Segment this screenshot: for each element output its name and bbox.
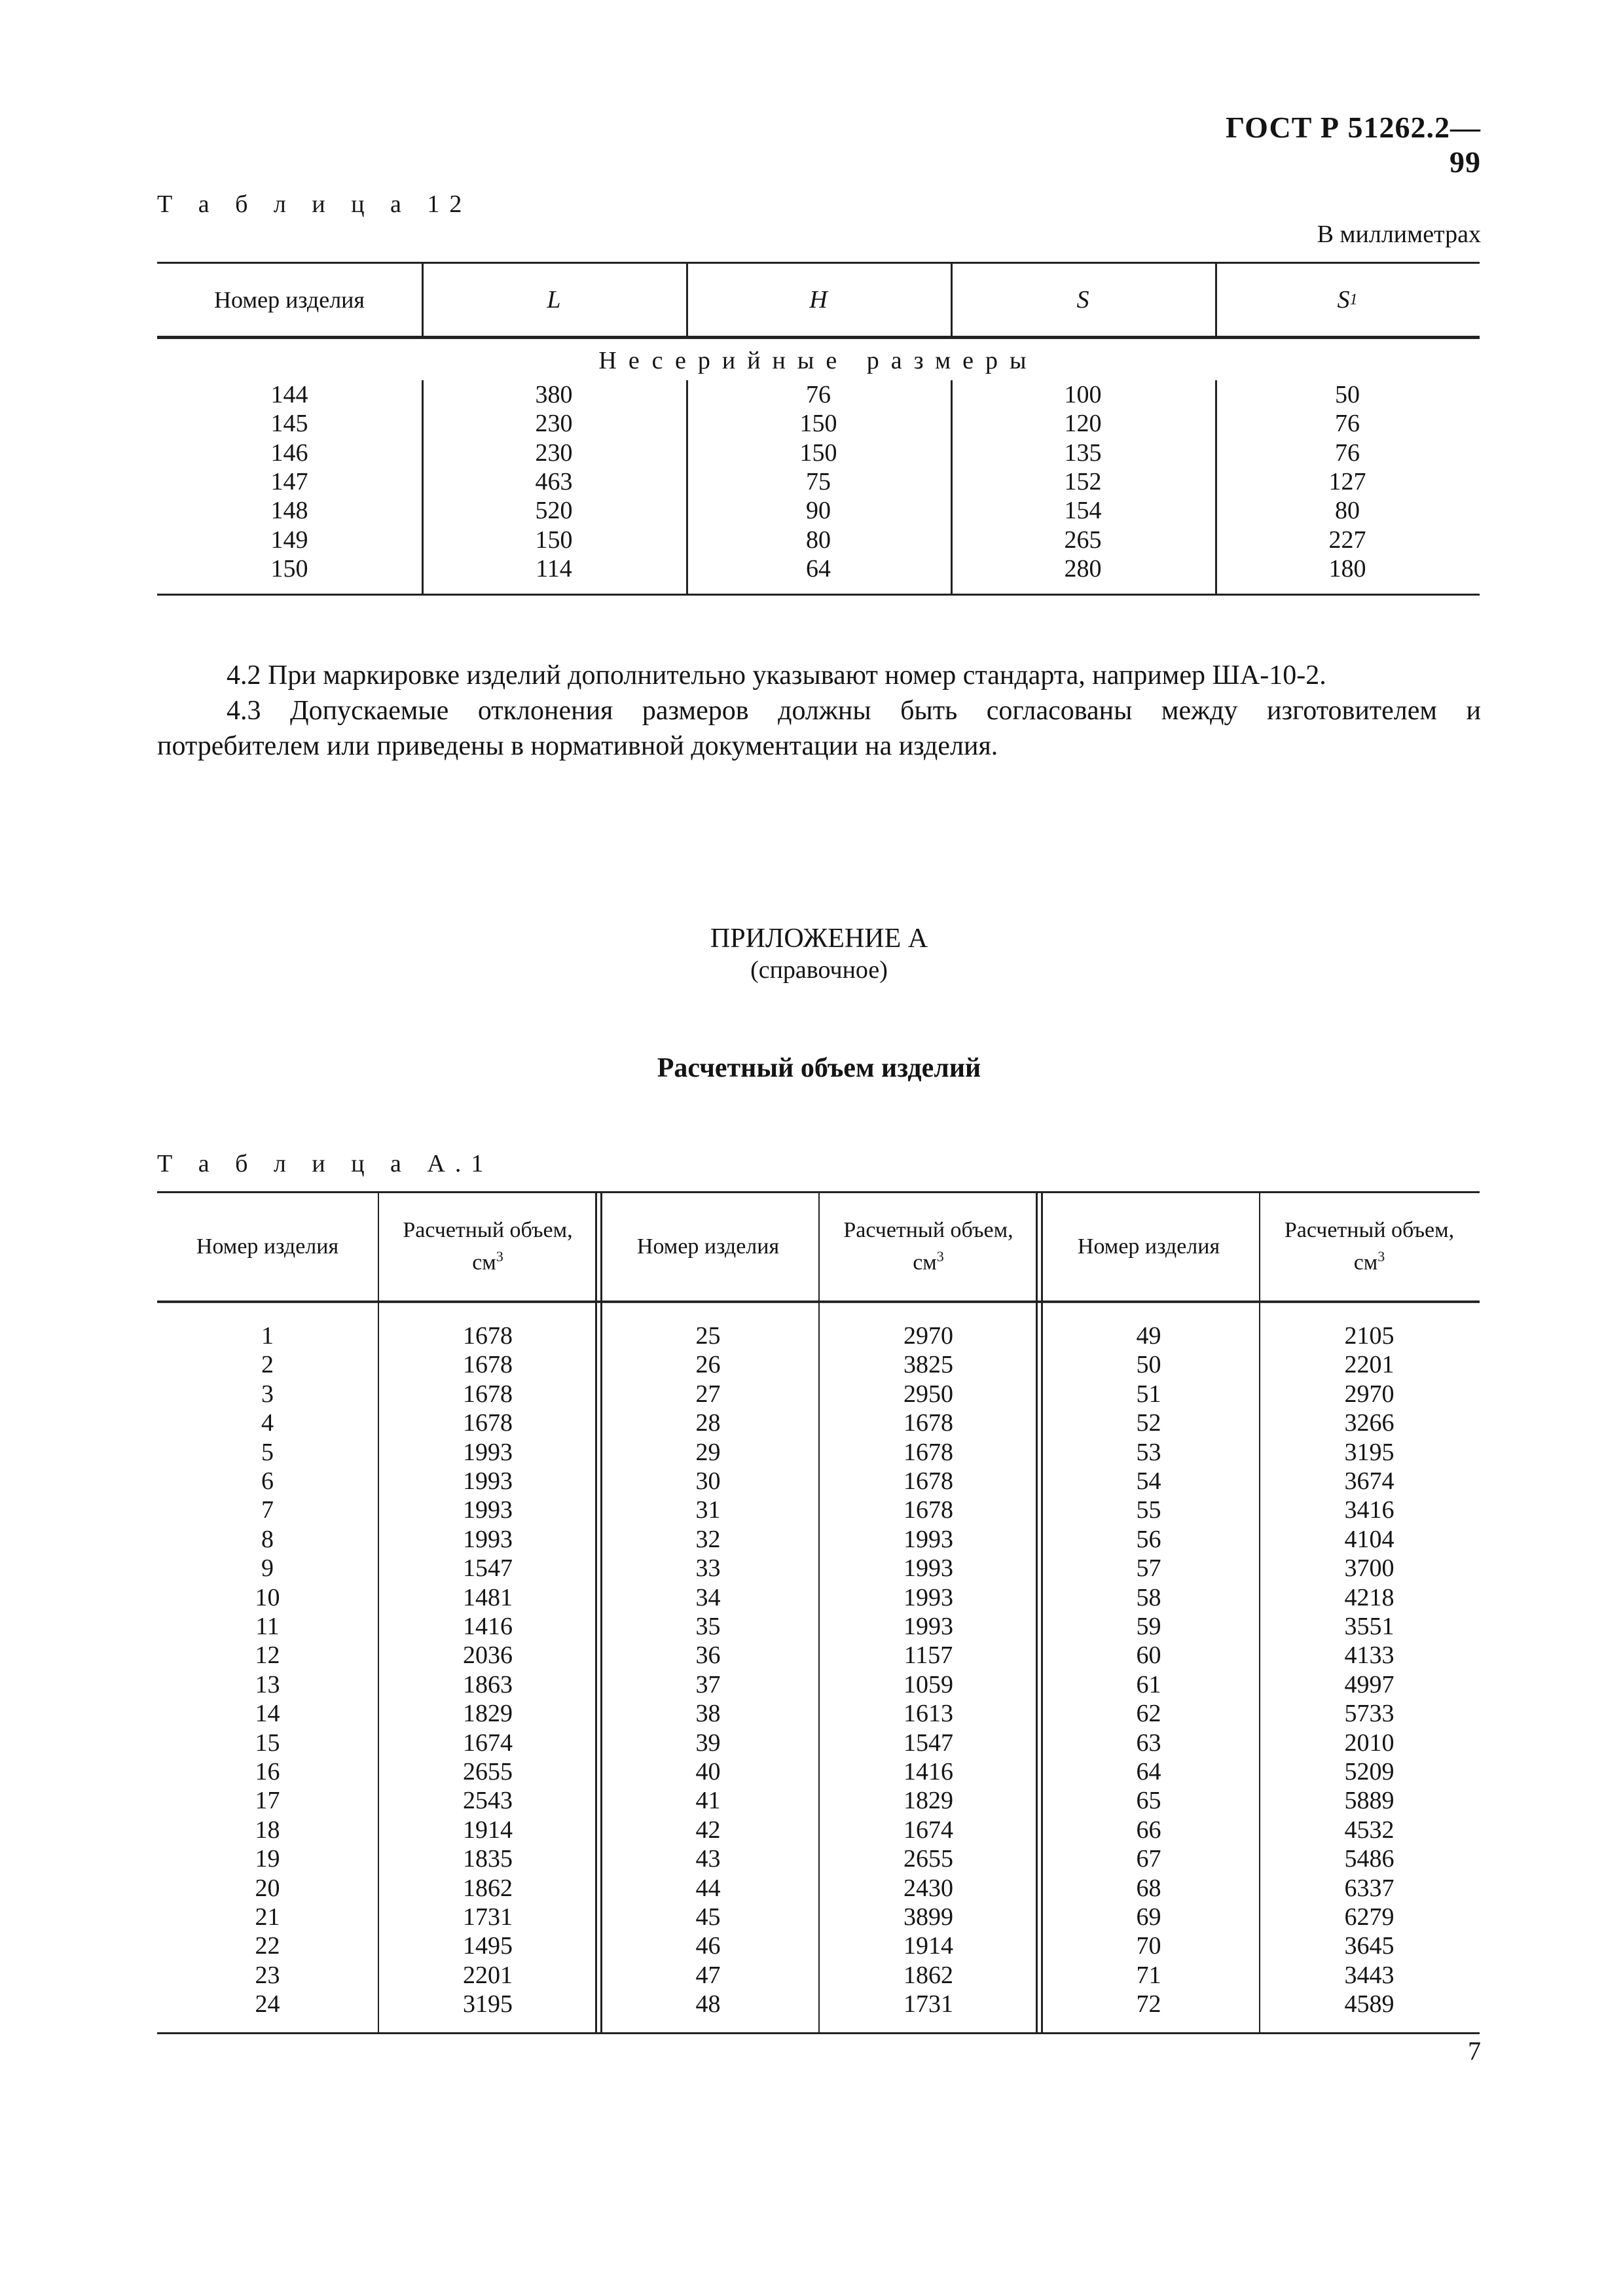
table-cell: 43 (695, 1845, 721, 1873)
table-row (157, 1931, 1480, 1960)
table-cell: 280 (1064, 554, 1102, 583)
table-cell: 1731 (463, 1903, 513, 1931)
table-cell: 150 (799, 439, 837, 467)
table-cell: 25 (695, 1322, 721, 1350)
table-cell: 59 (1136, 1613, 1161, 1640)
table-cell: 154 (1064, 497, 1102, 525)
table-cell: 6279 (1344, 1903, 1395, 1931)
table-cell: 227 (1328, 526, 1366, 554)
table-row (157, 496, 1480, 525)
divider (686, 264, 688, 336)
table-cell: 15 (255, 1729, 280, 1757)
table-cell: 69 (1136, 1903, 1161, 1931)
table-cell: 4 (261, 1409, 274, 1437)
table-cell: 2655 (463, 1758, 513, 1785)
table-row (157, 467, 1480, 496)
table-row (157, 1670, 1480, 1699)
table-cell: 1862 (463, 1874, 513, 1902)
table-cell: 45 (695, 1903, 721, 1931)
table-cell: 30 (695, 1467, 721, 1495)
table-cell: 152 (1064, 467, 1102, 495)
table-cell: 2430 (903, 1874, 953, 1902)
table-cell: 1416 (903, 1758, 953, 1785)
table-cell: 1678 (903, 1409, 953, 1437)
table-cell: 3825 (903, 1351, 953, 1379)
col-header-s: S (1076, 286, 1089, 314)
table-cell: 44 (695, 1874, 721, 1902)
divider (422, 264, 424, 336)
table-cell: 90 (806, 497, 831, 525)
table12-header (157, 264, 1480, 338)
col-label: Расчетный объем, (403, 1218, 573, 1243)
table-cell: 75 (806, 467, 831, 495)
table-cell: 5486 (1344, 1845, 1395, 1873)
table-row (157, 380, 1480, 409)
table-cell: 76 (806, 381, 831, 408)
table-cell: 3443 (1344, 1961, 1395, 1989)
section-label: Несерийные размеры (598, 347, 1038, 374)
table-cell: 13 (255, 1670, 280, 1698)
table-cell: 1674 (463, 1729, 513, 1757)
table-cell: 150 (270, 554, 308, 583)
table-cell: 2950 (903, 1380, 953, 1408)
table-cell: 50 (1335, 381, 1360, 408)
unit-sup: 3 (1377, 1248, 1385, 1265)
table-cell: 147 (270, 467, 308, 495)
table-cell: 56 (1136, 1525, 1161, 1553)
table-cell: 36 (695, 1641, 721, 1670)
table-cell: 27 (695, 1380, 721, 1408)
table-cell: 1674 (903, 1816, 953, 1844)
table-cell: 1 (261, 1322, 274, 1350)
table-cell: 26 (695, 1351, 721, 1379)
col-label: Номер изделия (196, 1234, 339, 1259)
table-cell: 8 (261, 1525, 274, 1553)
table-cell: 150 (799, 410, 837, 438)
table-cell: 21 (255, 1903, 280, 1931)
table-cell: 1547 (903, 1729, 953, 1757)
table-row (157, 1554, 1480, 1583)
divider (951, 264, 953, 336)
table-cell: 1157 (903, 1641, 953, 1670)
table-row (157, 1874, 1480, 1903)
table-cell: 145 (270, 410, 308, 438)
table-cell: 47 (695, 1961, 721, 1989)
table-cell: 1678 (463, 1409, 513, 1437)
table-cell: 1547 (463, 1554, 513, 1583)
table-cell: 12 (255, 1641, 280, 1670)
s1-main: S (1337, 286, 1350, 314)
table-cell: 64 (806, 554, 831, 583)
table-cell: 31 (695, 1496, 721, 1524)
table-cell: 1829 (903, 1787, 953, 1815)
table-cell: 1678 (903, 1467, 953, 1495)
table-cell: 1993 (463, 1467, 513, 1495)
table-cell: 148 (270, 497, 308, 525)
table-cell: 49 (1136, 1322, 1161, 1350)
table-cell: 62 (1136, 1700, 1161, 1728)
s1-sub: 1 (1349, 291, 1358, 308)
unit-sup: 3 (496, 1248, 503, 1265)
table-cell: 1678 (463, 1322, 513, 1350)
table-cell: 120 (1064, 410, 1102, 438)
unit-text: см (913, 1250, 937, 1275)
table-row (157, 526, 1480, 554)
table-cell: 51 (1136, 1380, 1161, 1408)
table-row (157, 1321, 1480, 1350)
table-cell: 5889 (1344, 1787, 1395, 1815)
table-cell: 19 (255, 1845, 280, 1873)
table-cell: 68 (1136, 1874, 1161, 1902)
table-cell: 3645 (1344, 1932, 1395, 1960)
col-header-item-1 (157, 1193, 378, 1300)
table-cell: 40 (695, 1758, 721, 1785)
table-cell: 2201 (463, 1961, 513, 1989)
col-header-volume-1 (378, 1193, 598, 1300)
table-cell: 39 (695, 1729, 721, 1757)
table-cell: 50 (1136, 1351, 1161, 1379)
table-cell: 5733 (1344, 1700, 1395, 1728)
table-cell: 1678 (463, 1380, 513, 1408)
col-unit (472, 1244, 503, 1276)
table-cell: 55 (1136, 1496, 1161, 1524)
table-cell: 17 (255, 1787, 280, 1815)
table-cell: 48 (695, 1990, 721, 2018)
table-row (157, 1380, 1480, 1408)
table-cell: 463 (535, 467, 573, 495)
paragraph-4-3-line1: 4.3 Допускаемые отклонения размеров должны быть согласованы между изготовителем и (227, 696, 1481, 726)
page-number: 7 (1468, 2036, 1481, 2066)
table-cell: 146 (270, 439, 308, 467)
table-cell: 2543 (463, 1787, 513, 1815)
table-cell: 29 (695, 1438, 721, 1466)
table-cell: 230 (535, 410, 573, 438)
table-cell: 38 (695, 1700, 721, 1728)
table-row (157, 1438, 1480, 1467)
table-cell: 70 (1136, 1932, 1161, 1960)
table-cell: 1914 (903, 1932, 953, 1960)
table-cell: 3 (261, 1380, 274, 1408)
table-cell: 14 (255, 1700, 280, 1728)
table-row (157, 1496, 1480, 1524)
table-a1 (157, 1191, 1480, 2034)
table-cell: 10 (255, 1583, 280, 1611)
table-cell: 42 (695, 1816, 721, 1844)
table-cell: 1993 (903, 1583, 953, 1611)
table-cell: 1993 (903, 1613, 953, 1640)
table-cell: 1731 (903, 1990, 953, 2018)
table-row (157, 1961, 1480, 1990)
table-cell: 520 (535, 497, 573, 525)
table-cell: 100 (1064, 381, 1102, 408)
table-cell: 4133 (1344, 1641, 1395, 1670)
unit-text: см (1353, 1250, 1378, 1275)
table12-units: В миллиметрах (1317, 221, 1481, 248)
table-cell: 33 (695, 1554, 721, 1583)
table-cell: 1993 (903, 1554, 953, 1583)
table-cell: 2010 (1344, 1729, 1395, 1757)
table-cell: 63 (1136, 1729, 1161, 1757)
table-cell: 3195 (463, 1990, 513, 2018)
unit-sup: 3 (936, 1248, 944, 1265)
unit-text: см (472, 1250, 496, 1275)
col-header-volume-3 (1259, 1193, 1480, 1300)
table-cell: 64 (1136, 1758, 1161, 1785)
col-header-item: Номер изделия (214, 287, 365, 313)
table-cell: 2970 (903, 1322, 953, 1350)
table-row (157, 554, 1480, 583)
table-cell: 53 (1136, 1438, 1161, 1466)
table-cell: 32 (695, 1525, 721, 1553)
table-cell: 265 (1064, 526, 1102, 554)
col-label: Расчетный объем, (1284, 1218, 1455, 1243)
table-cell: 150 (535, 526, 573, 554)
table-cell: 66 (1136, 1816, 1161, 1844)
table-cell: 144 (270, 381, 308, 408)
table-cell: 1416 (463, 1613, 513, 1640)
table-cell: 6 (261, 1467, 274, 1495)
table-row (157, 1816, 1480, 1844)
table-row (157, 1467, 1480, 1496)
appendix-title: ПРИЛОЖЕНИЕ А (710, 924, 928, 954)
table-row (157, 1786, 1480, 1815)
standard-header: ГОСТ Р 51262.2—99 (1226, 111, 1481, 179)
tableA1-caption: Т а б л и ц а А.1 (157, 1150, 494, 1177)
table-cell: 2036 (463, 1641, 513, 1670)
table-row (157, 1612, 1480, 1641)
table-cell: 1495 (463, 1932, 513, 1960)
col-label: Номер изделия (636, 1234, 780, 1259)
appendix-subtitle: (справочное) (750, 956, 888, 984)
table-cell: 3674 (1344, 1467, 1395, 1495)
divider (1215, 264, 1217, 336)
table-row (157, 1990, 1480, 2018)
col-header-l: L (547, 286, 561, 314)
table-cell: 3899 (903, 1903, 953, 1931)
table-cell: 71 (1136, 1961, 1161, 1989)
table-cell: 1993 (463, 1438, 513, 1466)
table-cell: 28 (695, 1409, 721, 1437)
table-cell: 6337 (1344, 1874, 1395, 1902)
table-cell: 1678 (903, 1438, 953, 1466)
table-row (157, 439, 1480, 467)
table-cell: 3551 (1344, 1613, 1395, 1640)
table-cell: 4589 (1344, 1990, 1395, 2018)
table-cell: 20 (255, 1874, 280, 1902)
table-12 (157, 262, 1480, 596)
table-cell: 5 (261, 1438, 274, 1466)
table-row (157, 1729, 1480, 1757)
table-cell: 5209 (1344, 1758, 1395, 1785)
table-cell: 60 (1136, 1641, 1161, 1670)
table-cell: 11 (255, 1613, 280, 1640)
table-row (157, 1699, 1480, 1728)
table-cell: 61 (1136, 1670, 1161, 1698)
table-cell: 1862 (903, 1961, 953, 1989)
table-cell: 1914 (463, 1816, 513, 1844)
table-cell: 80 (1335, 497, 1360, 525)
table-cell: 7 (261, 1496, 274, 1524)
table-row (157, 409, 1480, 438)
table-cell: 2201 (1344, 1351, 1395, 1379)
table-cell: 1481 (463, 1583, 513, 1611)
table-cell: 230 (535, 439, 573, 467)
table-cell: 3195 (1344, 1438, 1395, 1466)
table-cell: 37 (695, 1670, 721, 1698)
table-cell: 76 (1335, 439, 1360, 467)
table-cell: 35 (695, 1613, 721, 1640)
table-cell: 180 (1328, 554, 1366, 583)
table-cell: 54 (1136, 1467, 1161, 1495)
table-cell: 4532 (1344, 1816, 1395, 1844)
table-cell: 1993 (463, 1496, 513, 1524)
table-cell: 2655 (903, 1845, 953, 1873)
table-cell: 46 (695, 1932, 721, 1960)
table-cell: 9 (261, 1554, 274, 1583)
table-cell: 1993 (903, 1525, 953, 1553)
col-label: Номер изделия (1077, 1234, 1220, 1259)
col-label: Расчетный объем, (843, 1218, 1013, 1243)
table-cell: 18 (255, 1816, 280, 1844)
col-header-item-2 (598, 1193, 818, 1300)
table-cell: 135 (1064, 439, 1102, 467)
table-row (157, 1844, 1480, 1873)
table-cell: 4218 (1344, 1583, 1395, 1611)
table-row (157, 1408, 1480, 1437)
table-cell: 34 (695, 1583, 721, 1611)
table-row (157, 1583, 1480, 1612)
paragraph-4-2: 4.2 При маркировке изделий дополнительно указывают номер стандарта, например ША-10-2. (227, 660, 1326, 691)
col-header-volume-2 (818, 1193, 1038, 1300)
table-cell: 380 (535, 381, 573, 408)
table-cell: 1678 (903, 1496, 953, 1524)
table-row (157, 1525, 1480, 1554)
table-cell: 1829 (463, 1700, 513, 1728)
table-cell: 16 (255, 1758, 280, 1785)
table-cell: 1993 (463, 1525, 513, 1553)
table-cell: 24 (255, 1990, 280, 2018)
table-row (157, 1350, 1480, 1379)
table-cell: 2105 (1344, 1322, 1395, 1350)
table-cell: 52 (1136, 1409, 1161, 1437)
col-header-h: H (809, 286, 828, 314)
col-header-item-3 (1038, 1193, 1259, 1300)
table-cell: 2 (261, 1351, 274, 1379)
table-cell: 3416 (1344, 1496, 1395, 1524)
table-cell: 80 (806, 526, 831, 554)
table-cell: 114 (536, 554, 572, 583)
table-cell: 4997 (1344, 1670, 1395, 1698)
table-cell: 57 (1136, 1554, 1161, 1583)
appendix-heading: Расчетный объем изделий (657, 1053, 981, 1083)
table-cell: 65 (1136, 1787, 1161, 1815)
col-unit (913, 1244, 944, 1276)
table-cell: 1863 (463, 1670, 513, 1698)
table-cell: 4104 (1344, 1525, 1395, 1553)
table12-caption: Т а б л и ц а 12 (157, 190, 472, 218)
col-header-s1 (1215, 264, 1480, 336)
table-cell: 58 (1136, 1583, 1161, 1611)
table-cell: 1678 (463, 1351, 513, 1379)
table-cell: 1613 (903, 1700, 953, 1728)
table-cell: 67 (1136, 1845, 1161, 1873)
table-cell: 22 (255, 1932, 280, 1960)
table-cell: 72 (1136, 1990, 1161, 2018)
table-row (157, 1641, 1480, 1670)
table-cell: 3266 (1344, 1409, 1395, 1437)
table-cell: 127 (1328, 467, 1366, 495)
table-cell: 1059 (903, 1670, 953, 1698)
paragraph-4-3-line2: потребителем или приведены в нормативной документации на изделия. (157, 731, 998, 761)
table-cell: 41 (695, 1787, 721, 1815)
table-cell: 2970 (1344, 1380, 1395, 1408)
col-unit (1354, 1244, 1385, 1276)
table-cell: 76 (1335, 410, 1360, 438)
table-cell: 149 (270, 526, 308, 554)
table-row (157, 1903, 1480, 1931)
table-cell: 23 (255, 1961, 280, 1989)
table-row (157, 1757, 1480, 1786)
table-cell: 3700 (1344, 1554, 1395, 1583)
table-cell: 1835 (463, 1845, 513, 1873)
